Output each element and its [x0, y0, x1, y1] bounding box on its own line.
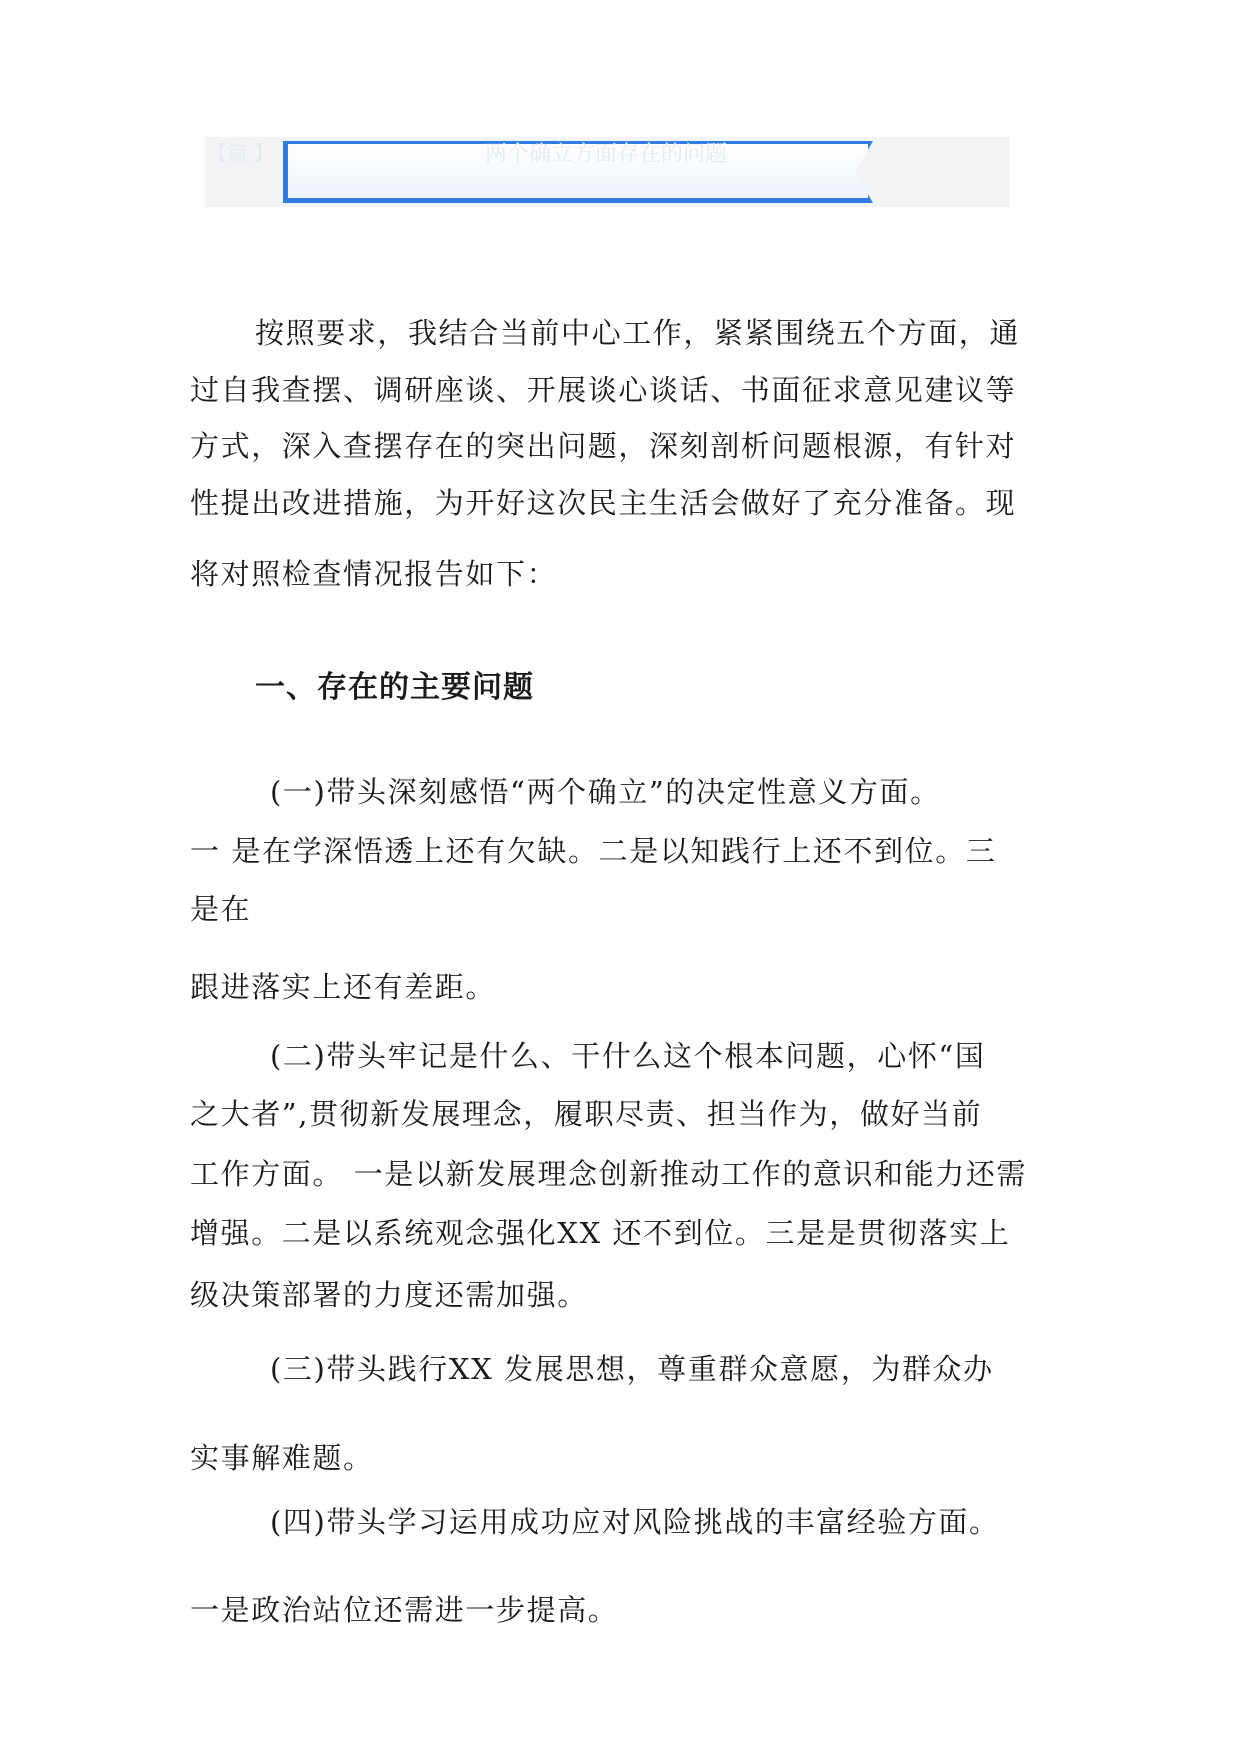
intro-line: 方式，深入查摆存在的突出问题，深刻剖析问题根源，有针对 [190, 429, 1017, 463]
problem-item-1-title: (一)带头深刻感悟“两个确立”的决定性意义方面。 [270, 775, 941, 809]
problem-item-4-title: (四)带头学习运用成功应对风险挑战的丰富经验方面。 [270, 1505, 1000, 1539]
body-line: 是在 [190, 892, 252, 926]
body-line: 工作方面。 一是以新发展理念创新推动工作的意识和能力还需 [190, 1157, 1028, 1191]
problem-item-3-title: (三)带头践行XX 发展思想，尊重群众意愿，为群众办 [270, 1352, 994, 1386]
body-line: 级决策部署的力度还需加强。 [190, 1278, 588, 1312]
intro-line: 按照要求，我结合当前中心工作，紧紧围绕五个方面，通 [255, 316, 1021, 350]
body-line: 一是政治站位还需进一步提高。 [190, 1593, 619, 1627]
body-line: 跟进落实上还有差距。 [190, 970, 497, 1004]
header-banner [205, 137, 1010, 207]
section-heading: 一、存在的主要问题 [255, 670, 534, 705]
body-line: 之大者”,贯彻新发展理念，履职尽责、担当作为，做好当前 [190, 1097, 983, 1131]
intro-line: 将对照检查情况报告如下： [190, 557, 558, 591]
banner-tag: 【篇 】 [207, 141, 274, 165]
intro-line: 过自我查摆、调研座谈、开展谈心谈话、书面征求意见建议等 [190, 373, 1017, 407]
body-line: 实事解难题。 [190, 1441, 374, 1475]
body-line: 一 是在学深悟透上还有欠缺。二是以知践行上还不到位。三 [190, 834, 997, 868]
problem-item-2-title: (二)带头牢记是什么、干什么这个根本问题，心怀“国 [270, 1039, 986, 1073]
body-line: 增强。二是以系统观念强化XX 还不到位。三是是贯彻落实上 [190, 1216, 1011, 1250]
intro-line: 性提出改进措施，为开好这次民主生活会做好了充分准备。现 [190, 486, 1017, 520]
banner-title: 两个确立方面存在的问题 [485, 142, 728, 167]
